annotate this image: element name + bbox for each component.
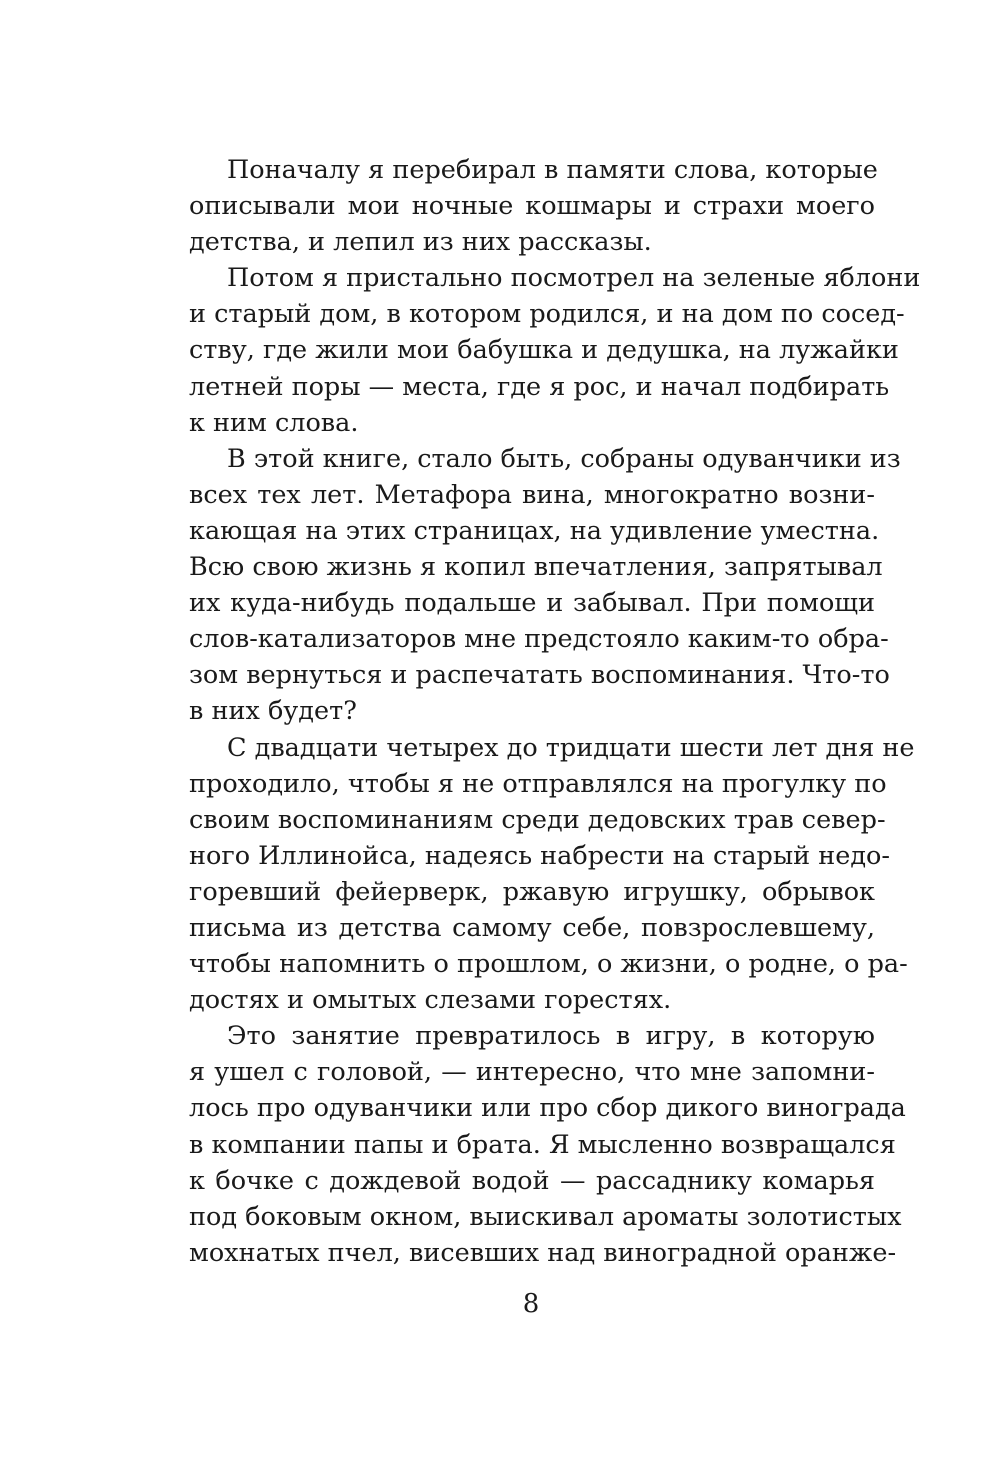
text-line: Это занятие превратилось в игру, в которую bbox=[227, 1021, 875, 1052]
text-line: в компании папы и брата. Я мысленно возвращался bbox=[189, 1129, 896, 1160]
text-line: ству, где жили мои бабушка и дедушка, на лужайки bbox=[189, 335, 899, 366]
paragraph-3 bbox=[189, 441, 901, 730]
text-line: мохнатых пчел, висевших над виноградной оранже- bbox=[189, 1237, 897, 1268]
text-line: летней поры — места, где я рос, и начал подбирать bbox=[189, 371, 890, 402]
text-line: Поначалу я перебирал в памяти слова, которые bbox=[227, 155, 878, 185]
text-line: к ним слова. bbox=[189, 407, 359, 438]
page-number: 8 bbox=[522, 1289, 540, 1319]
text-line: Всю свою жизнь я копил впечатления, запрятывал bbox=[189, 552, 883, 583]
text-line: чтобы напомнить о прошлом, о жизни, о родне, о ра- bbox=[189, 949, 908, 980]
text-line: проходило, чтобы я не отправлялся на прогулку по bbox=[189, 768, 887, 799]
text-line: ного Иллинойса, надеясь набрести на старый недо- bbox=[189, 840, 891, 871]
text-line: своим воспоминаниям среди дедовских трав север- bbox=[189, 804, 886, 835]
text-line: кающая на этих страницах, на удивление уместна. bbox=[189, 515, 880, 546]
text-line: письма из детства самому себе, повзрослевшему, bbox=[189, 912, 875, 943]
text-line: лось про одуванчики или про сбор дикого винограда bbox=[189, 1093, 906, 1124]
paragraph-5 bbox=[189, 1018, 906, 1271]
text-line: и старый дом, в котором родился, и на дом по сосед- bbox=[189, 299, 905, 330]
text-line: достях и омытых слезами горестях. bbox=[189, 985, 672, 1016]
text-line: С двадцати четырех до тридцати шести лет дня не bbox=[227, 732, 915, 763]
text-line: горевший фейерверк, ржавую игрушку, обрывок bbox=[189, 876, 875, 907]
text-line: зом вернуться и распечатать воспоминания. Что-то bbox=[189, 660, 890, 691]
text-line: Потом я пристально посмотрел на зеленые яблони bbox=[227, 263, 921, 294]
paragraph-1 bbox=[189, 152, 878, 260]
paragraph-2 bbox=[189, 260, 921, 440]
text-line: под боковым окном, выискивал ароматы золотистых bbox=[189, 1201, 902, 1232]
text-line: В этой книге, стало быть, собраны одуванчики из bbox=[227, 443, 901, 474]
text-line: к бочке с дождевой водой — рассаднику комарья bbox=[189, 1165, 875, 1196]
text-line: детства, и лепил из них рассказы. bbox=[189, 227, 652, 258]
body-text bbox=[189, 152, 921, 1271]
text-line: слов-катализаторов мне предстояло каким-то обра- bbox=[189, 624, 889, 655]
text-line: всех тех лет. Метафора вина, многократно возни- bbox=[189, 479, 875, 510]
text-line: я ушел с головой, — интересно, что мне запомни- bbox=[189, 1057, 875, 1088]
text-line: описывали мои ночные кошмары и страхи моего bbox=[189, 191, 875, 222]
text-line: в них будет? bbox=[189, 696, 357, 727]
text-line: их куда-нибудь подальше и забывал. При помощи bbox=[189, 588, 875, 619]
paragraph-4 bbox=[189, 730, 915, 1019]
